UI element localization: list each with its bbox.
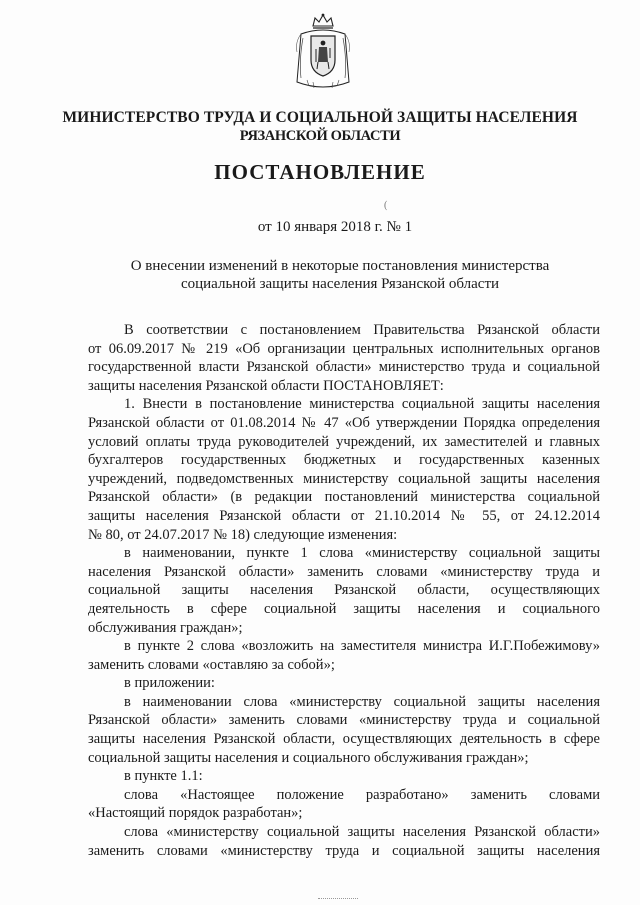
body-line: слова «Настоящее положение разработано» заменить словами xyxy=(124,786,600,803)
body-line: защиты населения Рязанской области от 21.10.2014 № 55, от 24.12.2014 xyxy=(88,507,600,524)
body-line: учреждений, подведомственных министерству социальной защиты населения xyxy=(88,470,600,487)
body-line: слова «министерству социальной защиты населения Рязанской области» xyxy=(124,824,600,841)
body-line: защиты населения Рязанской области ПОСТАНОВЛЯЕТ: xyxy=(88,377,444,394)
coat-of-arms-icon xyxy=(293,12,353,92)
body-line: Рязанской области от 01.08.2014 № 47 «Об утверждении Порядка определения xyxy=(88,414,600,431)
body-line: в наименовании, пункте 1 слова «министерству социальной защиты xyxy=(124,545,600,562)
body-line: защиты населения Рязанской области, осуществляющих деятельность в сфере xyxy=(88,731,600,748)
body-line: условий оплаты труда руководителей учреждений, их заместителей и главных xyxy=(88,433,600,450)
body-line: № 80, от 24.07.2017 № 18) следующие изменения: xyxy=(88,526,398,543)
body-line: Рязанской области» заменить словами «министерству труда и социальной xyxy=(88,712,600,729)
scan-mark: ( xyxy=(384,200,388,211)
ministry-name-line2: РЯЗАНСКОЙ ОБЛАСТИ xyxy=(239,128,401,144)
body-line: в пункте 2 слова «возложить на заместителя министра И.Г.Побежимову» xyxy=(124,638,600,655)
body-line: населения Рязанской области» заменить словами «министерству труда и xyxy=(88,563,600,580)
body-line: Рязанской области» (в редакции постановлений министерства социальной xyxy=(88,489,600,506)
ministry-name-line1: МИНИСТЕРСТВО ТРУДА И СОЦИАЛЬНОЙ ЗАЩИТЫ НАСЕЛЕНИЯ xyxy=(62,109,578,126)
document-type-title: ПОСТАНОВЛЕНИЕ xyxy=(214,160,426,184)
body-line: 1. Внести в постановление министерства социальной защиты населения xyxy=(124,396,600,413)
subject-line2: социальной защиты населения Рязанской области xyxy=(180,276,500,292)
body-line: обслуживания граждан»; xyxy=(88,619,243,636)
body-line: В соответствии с постановлением Правительства Рязанской области xyxy=(124,322,600,338)
body-line: заменить словами «оставляю за собой»; xyxy=(88,656,335,673)
body-line: бухгалтеров государственных бюджетных и государственных казенных xyxy=(88,452,600,469)
body-line: деятельность в сфере социальной защиты населения и социального xyxy=(88,600,600,617)
body-line: «Настоящий порядок разработан»; xyxy=(88,805,303,822)
body-line: социальной защиты населения Рязанской области, осуществляющих xyxy=(88,582,600,599)
body-line: в приложении: xyxy=(124,675,215,692)
body-line: в наименовании слова «министерству социальной защиты населения xyxy=(124,693,600,710)
body-line: заменить словами «министерству труда и социальной защиты населения xyxy=(88,842,600,859)
body-line: государственной власти Рязанской области» министерство труда и социальной xyxy=(88,359,600,376)
scan-artifact xyxy=(318,898,358,901)
body-line: в пункте 1.1: xyxy=(124,768,203,785)
body-line: социальной защиты населения и социального обслуживания граждан»; xyxy=(88,749,529,766)
body-line: от 06.09.2017 № 219 «Об организации центральных исполнительных органов xyxy=(88,340,600,357)
subject-line1: О внесении изменений в некоторые постановления министерства xyxy=(130,258,550,274)
document-date-number: от 10 января 2018 г. № 1 xyxy=(257,219,413,235)
body-text xyxy=(88,321,600,860)
